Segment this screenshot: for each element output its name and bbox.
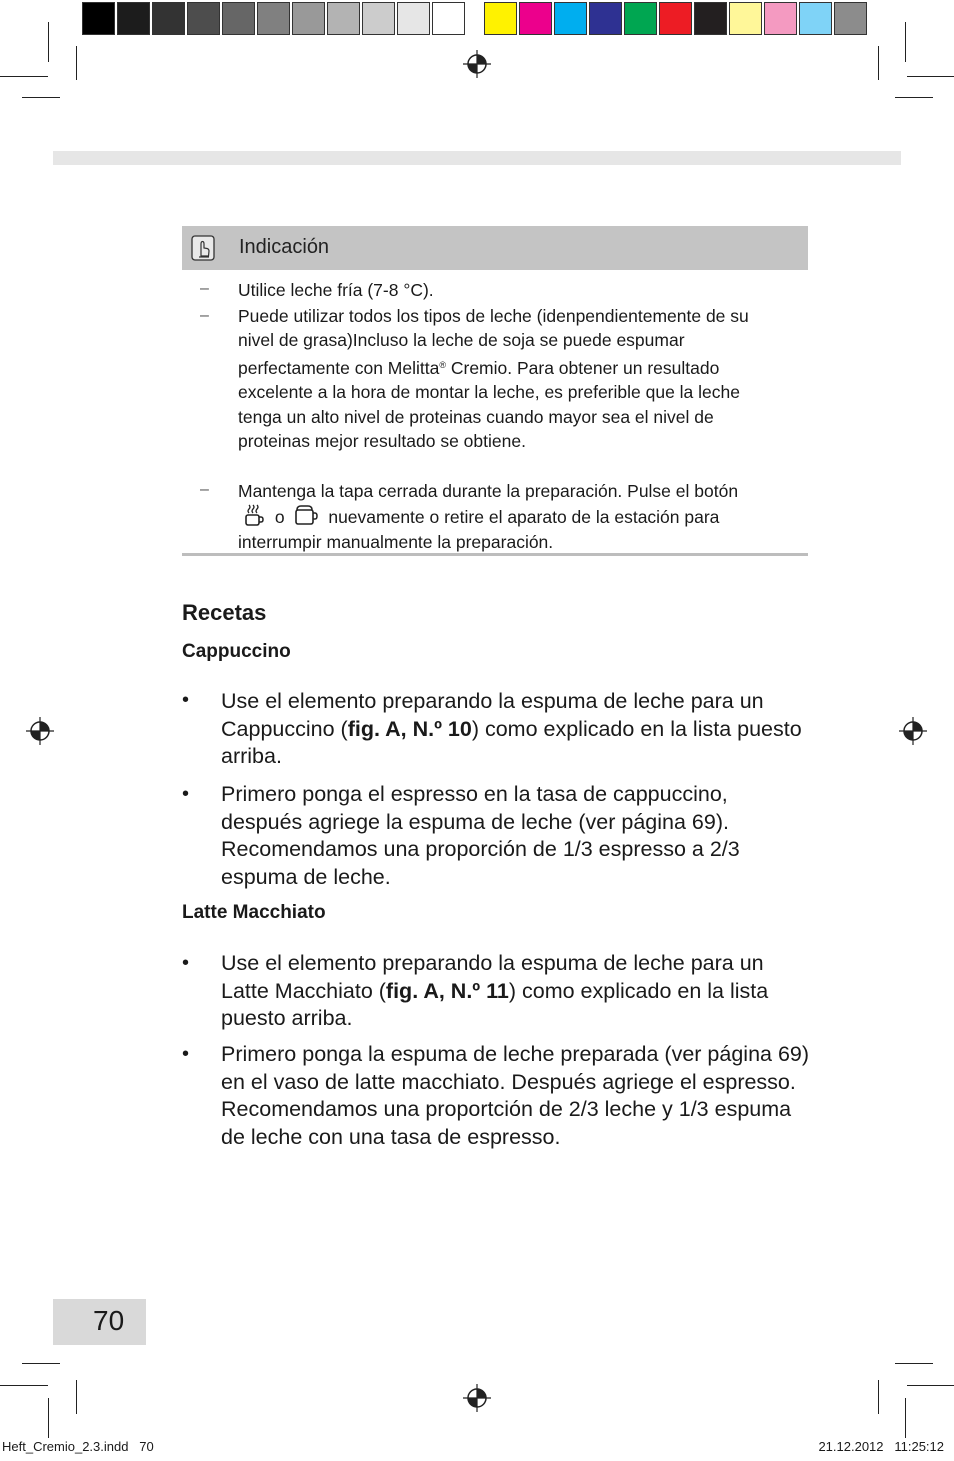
note-title: Indicación xyxy=(239,236,330,258)
crop-mark xyxy=(0,76,48,77)
note-item-text: Cremio. Para obtener un resultado excelente a la hora de montar la leche, es preferible que la leche tenga un alto nivel de proteinas cuando mayor sea el nivel de proteinas mejor resultado se obtiene. xyxy=(238,357,740,452)
crop-mark xyxy=(905,22,906,62)
color-swatch xyxy=(397,2,430,35)
color-swatch xyxy=(292,2,325,35)
grayscale-color-bar xyxy=(82,2,467,36)
list-item-text: ) como explicado en la lista puesto arriba. xyxy=(221,716,802,768)
page-number-box xyxy=(53,1299,146,1345)
footer-filename: Heft_Cremio_2.3.indd 70 xyxy=(2,1439,154,1454)
color-swatch xyxy=(484,2,517,35)
color-swatch xyxy=(589,2,622,35)
note-item xyxy=(238,278,778,302)
figure-reference: fig. A, N.º 10 xyxy=(347,716,472,741)
color-swatch xyxy=(694,2,727,35)
color-swatch xyxy=(257,2,290,35)
crop-mark xyxy=(895,1363,933,1364)
registration-mark-icon xyxy=(26,717,54,745)
note-item xyxy=(238,304,778,453)
list-item-text: Use el elemento preparando la espuma de leche para un Latte Macchiato ( xyxy=(221,951,764,1003)
list-item-text: Use el elemento preparando la espuma de leche para un Cappuccino ( xyxy=(221,689,764,741)
subsection-heading-latte: Latte Macchiato xyxy=(182,902,326,923)
list-item xyxy=(221,950,811,1033)
bullet: • xyxy=(182,689,190,711)
crop-mark xyxy=(48,22,49,62)
crop-mark xyxy=(76,1380,77,1414)
bullet: • xyxy=(182,783,190,805)
note-item-text: Puede utilizar todos los tipos de leche (idenpendientemente de su nivel de grasa)Incluso la leche de soja se puede espumar perfectamente con Melitta xyxy=(238,306,749,378)
color-swatch xyxy=(659,2,692,35)
color-swatch xyxy=(327,2,360,35)
list-dash: – xyxy=(200,307,209,324)
crop-mark xyxy=(48,1398,49,1438)
list-item xyxy=(221,1041,811,1151)
note-item-text: nuevamente o retire el aparato de la estación para interrumpir manualmente la preparación. xyxy=(238,507,720,552)
registered-mark: ® xyxy=(439,359,446,370)
crop-mark xyxy=(907,1385,954,1386)
registration-mark-icon xyxy=(899,717,927,745)
color-swatch xyxy=(624,2,657,35)
crop-mark xyxy=(907,76,954,77)
crop-mark xyxy=(76,46,77,80)
header-band xyxy=(53,151,901,165)
figure-reference: fig. A, N.º 11 xyxy=(385,978,509,1003)
color-swatch xyxy=(554,2,587,35)
color-swatch xyxy=(222,2,255,35)
list-item xyxy=(221,688,811,771)
list-item xyxy=(221,781,766,891)
note-item-text: Utilice leche fría (7-8 °C). xyxy=(238,280,434,300)
hand-pointing-icon xyxy=(191,235,215,261)
color-swatch xyxy=(764,2,797,35)
color-swatch xyxy=(729,2,762,35)
steaming-cup-icon xyxy=(242,503,266,527)
color-swatch xyxy=(117,2,150,35)
crop-mark xyxy=(905,1398,906,1438)
color-swatch xyxy=(362,2,395,35)
crop-mark xyxy=(895,97,933,98)
registration-mark-icon xyxy=(463,50,491,78)
crop-mark xyxy=(878,46,879,80)
color-swatch xyxy=(82,2,115,35)
bullet: • xyxy=(182,952,190,974)
crop-mark xyxy=(22,1363,60,1364)
list-dash: – xyxy=(200,481,209,498)
note-item xyxy=(238,479,758,554)
color-swatch xyxy=(187,2,220,35)
note-header xyxy=(182,226,808,270)
list-item-text: Primero ponga la espuma de leche preparada (ver página 69) en el vaso de latte macchiato. Después agriege el espresso. Recomendamos una proportción de 2/3 leche y 1/3 espuma de leche con una tasa de espresso. xyxy=(221,1042,810,1149)
page-number: 70 xyxy=(93,1305,125,1336)
list-item-text: ) como explicado en la lista puesto arriba. xyxy=(221,978,769,1030)
list-item-text: Primero ponga el espresso en la tasa de cappuccino, después agriege la espuma de leche (ver página 69). Recomendamos una proporción de 1/3 espresso a 2/3 espuma de leche. xyxy=(221,782,740,889)
note-bottom-rule xyxy=(182,553,808,556)
color-swatch xyxy=(799,2,832,35)
crop-mark xyxy=(22,97,60,98)
section-heading: Recetas xyxy=(182,600,267,625)
crop-mark xyxy=(0,1385,48,1386)
note-item-text: Mantenga la tapa cerrada durante la preparación. Pulse el botón xyxy=(238,481,739,501)
crop-mark xyxy=(878,1380,879,1414)
cup-icon xyxy=(293,503,319,527)
color-swatch xyxy=(152,2,185,35)
footer-timestamp: 21.12.2012 11:25:12 xyxy=(818,1439,944,1454)
list-dash: – xyxy=(200,280,209,297)
color-swatch xyxy=(834,2,867,35)
color-swatch xyxy=(432,2,465,35)
registration-mark-icon xyxy=(463,1384,491,1412)
process-color-bar xyxy=(484,2,869,36)
note-item-text: o xyxy=(270,507,290,528)
color-swatch xyxy=(519,2,552,35)
subsection-heading-cappuccino: Cappuccino xyxy=(182,641,291,662)
bullet: • xyxy=(182,1043,190,1065)
